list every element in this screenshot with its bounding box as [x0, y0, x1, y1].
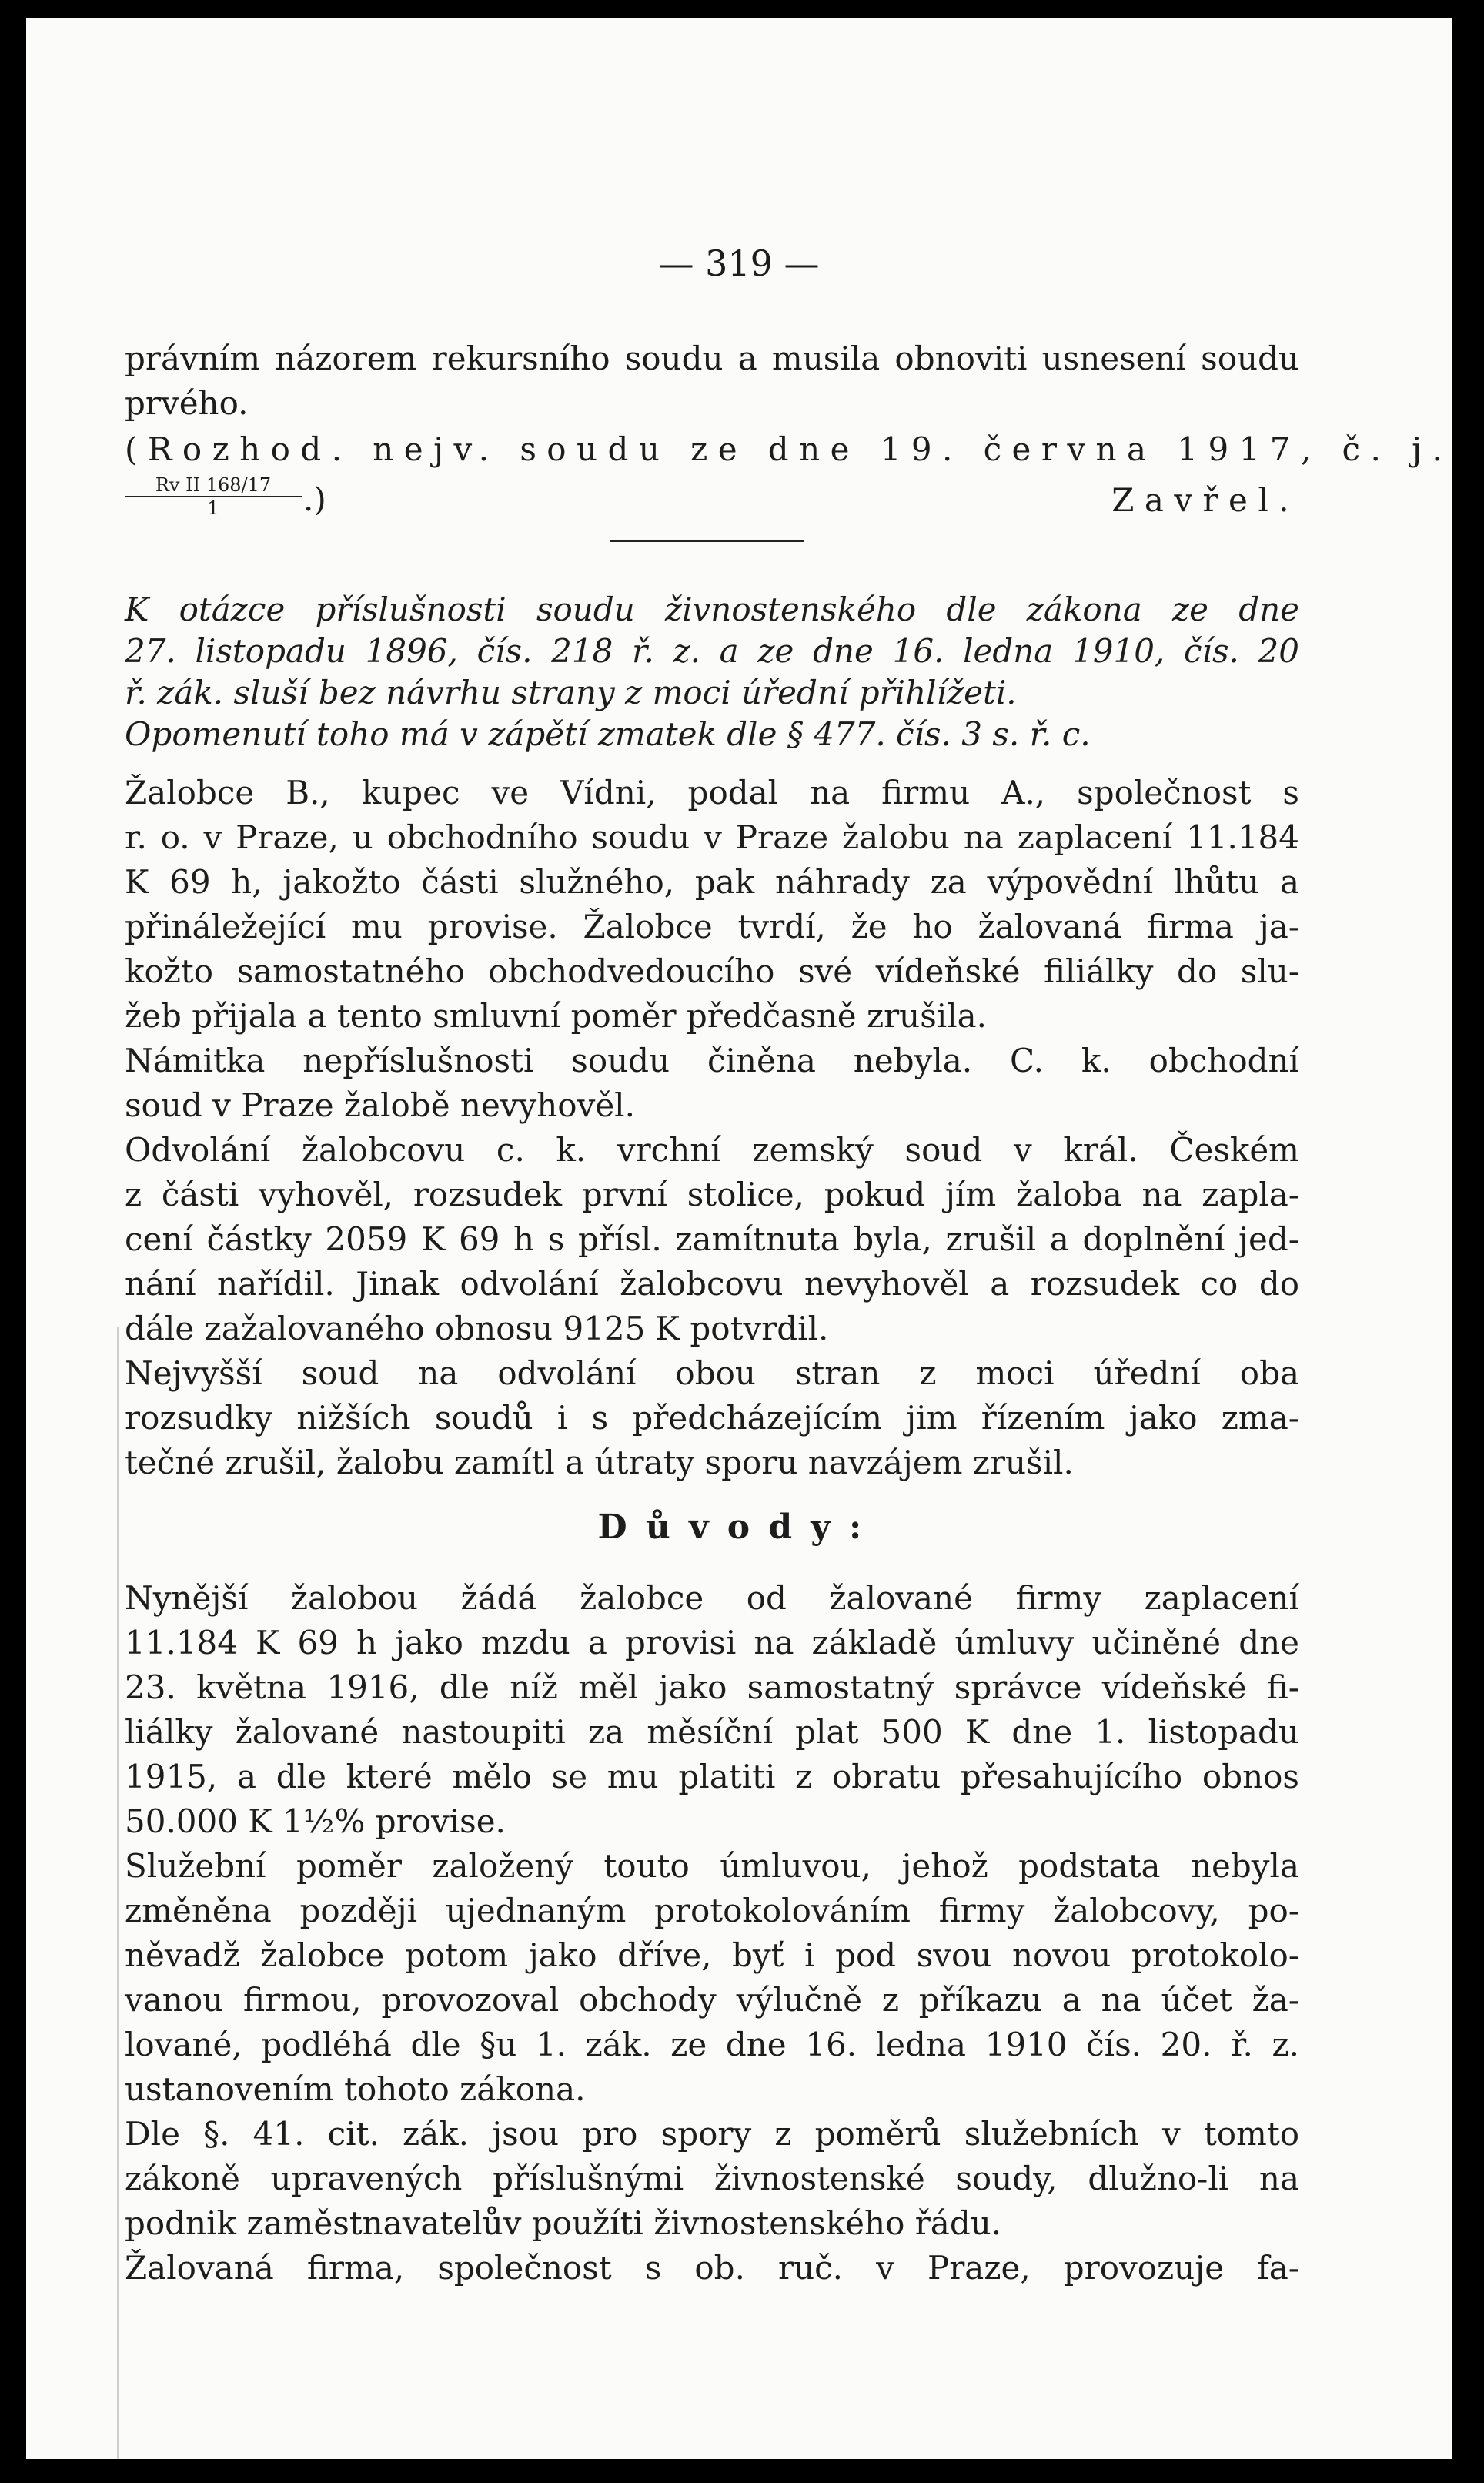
body-line: Nynější žalobou žádá žalobce od žalované firmy zaplacení	[125, 1579, 1299, 1617]
page-number: — 319 —	[658, 243, 820, 284]
body-line: liálky žalované nastoupiti za měsíční plat 500 K dne 1. listopadu	[125, 1713, 1299, 1751]
text-line: právním názorem rekursního soudu a musila obnoviti usnesení soudu	[125, 340, 1299, 377]
body-line: 50.000 K 1½% provise.	[125, 1802, 506, 1840]
section-heading: Důvody:	[597, 1508, 881, 1547]
body-line: něvadž žalobce potom jako dříve, byť i pod svou novou protokolo-	[125, 1936, 1299, 1974]
author-name: Zavřel.	[1111, 481, 1299, 519]
body-line: r. o. v Praze, u obchodního soudu v Praze žalobu na zaplacení 11.184	[125, 818, 1299, 856]
body-line: změněna později ujednaným protokolováním firmy žalobcovy, po-	[125, 1892, 1299, 1929]
body-line: soud v Praze žalobě nevyhověl.	[125, 1086, 635, 1124]
document-page	[26, 18, 1452, 2459]
body-line: cení částky 2059 K 69 h s přísl. zamítnuta byla, zrušil a doplnění jed-	[125, 1220, 1299, 1258]
body-line: ustanovením tohoto zákona.	[125, 2070, 586, 2108]
decision-reference	[125, 428, 1453, 471]
body-line: 11.184 K 69 h jako mzdu a provisi na základě úmluvy učiněné dne	[125, 1624, 1299, 1661]
body-line: 23. května 1916, dle níž měl jako samostatný správce vídeňské fi-	[125, 1668, 1299, 1706]
case-number-numerator: Rv II 168/17	[125, 474, 302, 497]
body-line: lované, podléhá dle §u 1. zák. ze dne 16. ledna 1910 čís. 20. ř. z.	[125, 2026, 1299, 2063]
body-line: Služební poměr založený touto úmluvou, jehož podstata nebyla	[125, 1847, 1299, 1885]
body-line: Nejvyšší soud na odvolání obou stran z moci úřední oba	[125, 1354, 1299, 1392]
body-line: Námitka nepříslušnosti soudu činěna nebyla. C. k. obchodní	[125, 1042, 1299, 1079]
case-number-denominator: 1	[207, 497, 219, 519]
separator-rule	[610, 540, 804, 542]
text-line: prvého.	[125, 384, 249, 422]
body-line: rozsudky nižších soudů i s předcházejícím jim řízením jako zma-	[125, 1399, 1299, 1437]
body-line: Žalobce B., kupec ve Vídni, podal na firmu A., společnost s	[125, 774, 1299, 811]
body-line: Dle §. 41. cit. zák. jsou pro spory z poměrů služebních v tomto	[125, 2115, 1299, 2153]
headnote-line: Opomenutí toho má v zápětí zmatek dle § 477. čís. 3 s. ř. c.	[125, 715, 1091, 753]
body-line: podnik zaměstnavatelův použíti živnostenského řádu.	[125, 2204, 1002, 2242]
body-line: tečné zrušil, žalobu zamítl a útraty sporu navzájem zrušil.	[125, 1444, 1074, 1481]
body-line: zákoně upravených příslušnými živnostenské soudy, dlužno-li na	[125, 2160, 1299, 2197]
body-line: přináležející mu provise. Žalobce tvrdí, že ho žalovaná firma ja-	[125, 908, 1299, 945]
headnote-line: K otázce příslušnosti soudu živnostenského dle zákona ze dne	[125, 591, 1299, 628]
body-line: 1915, a dle které mělo se mu platiti z obratu přesahujícího obnos	[125, 1758, 1299, 1795]
body-line: Odvolání žalobcovu c. k. vrchní zemský soud v král. Českém	[125, 1131, 1299, 1169]
body-line: K 69 h, jakožto části služného, pak náhrady za výpovědní lhůtu a	[125, 863, 1299, 901]
body-line: dále zažalovaného obnosu 9125 K potvrdil.	[125, 1310, 829, 1347]
page-content	[26, 18, 1452, 2459]
headnote-line: 27. listopadu 1896, čís. 218 ř. z. a ze dne 16. ledna 1910, čís. 20	[125, 632, 1299, 670]
case-number-tail: .)	[303, 480, 326, 518]
decision-reference-text: (Rozhod. nejv. soudu ze dne 19. června 1917, č. j.	[125, 430, 1453, 468]
body-line: nání nařídil. Jinak odvolání žalobcovu nevyhověl a rozsudek co do	[125, 1265, 1299, 1303]
headnote-line: ř. zák. sluší bez návrhu strany z moci úřední přihlížeti.	[125, 674, 1017, 711]
body-line: Žalovaná firma, společnost s ob. ruč. v Praze, provozuje fa-	[125, 2249, 1299, 2287]
body-line: z části vyhověl, rozsudek první stolice, pokud jím žaloba na zapla-	[125, 1176, 1299, 1213]
author-signature	[125, 479, 1299, 522]
body-line: žeb přijala a tento smluvní poměr předčasně zrušila.	[125, 997, 988, 1035]
body-line: kožto samostatného obchodvedoucího své vídeňské filiálky do slu-	[125, 952, 1299, 990]
body-line: vanou firmou, provozoval obchody výlučně z příkazu a na účet ža-	[125, 1981, 1299, 2019]
